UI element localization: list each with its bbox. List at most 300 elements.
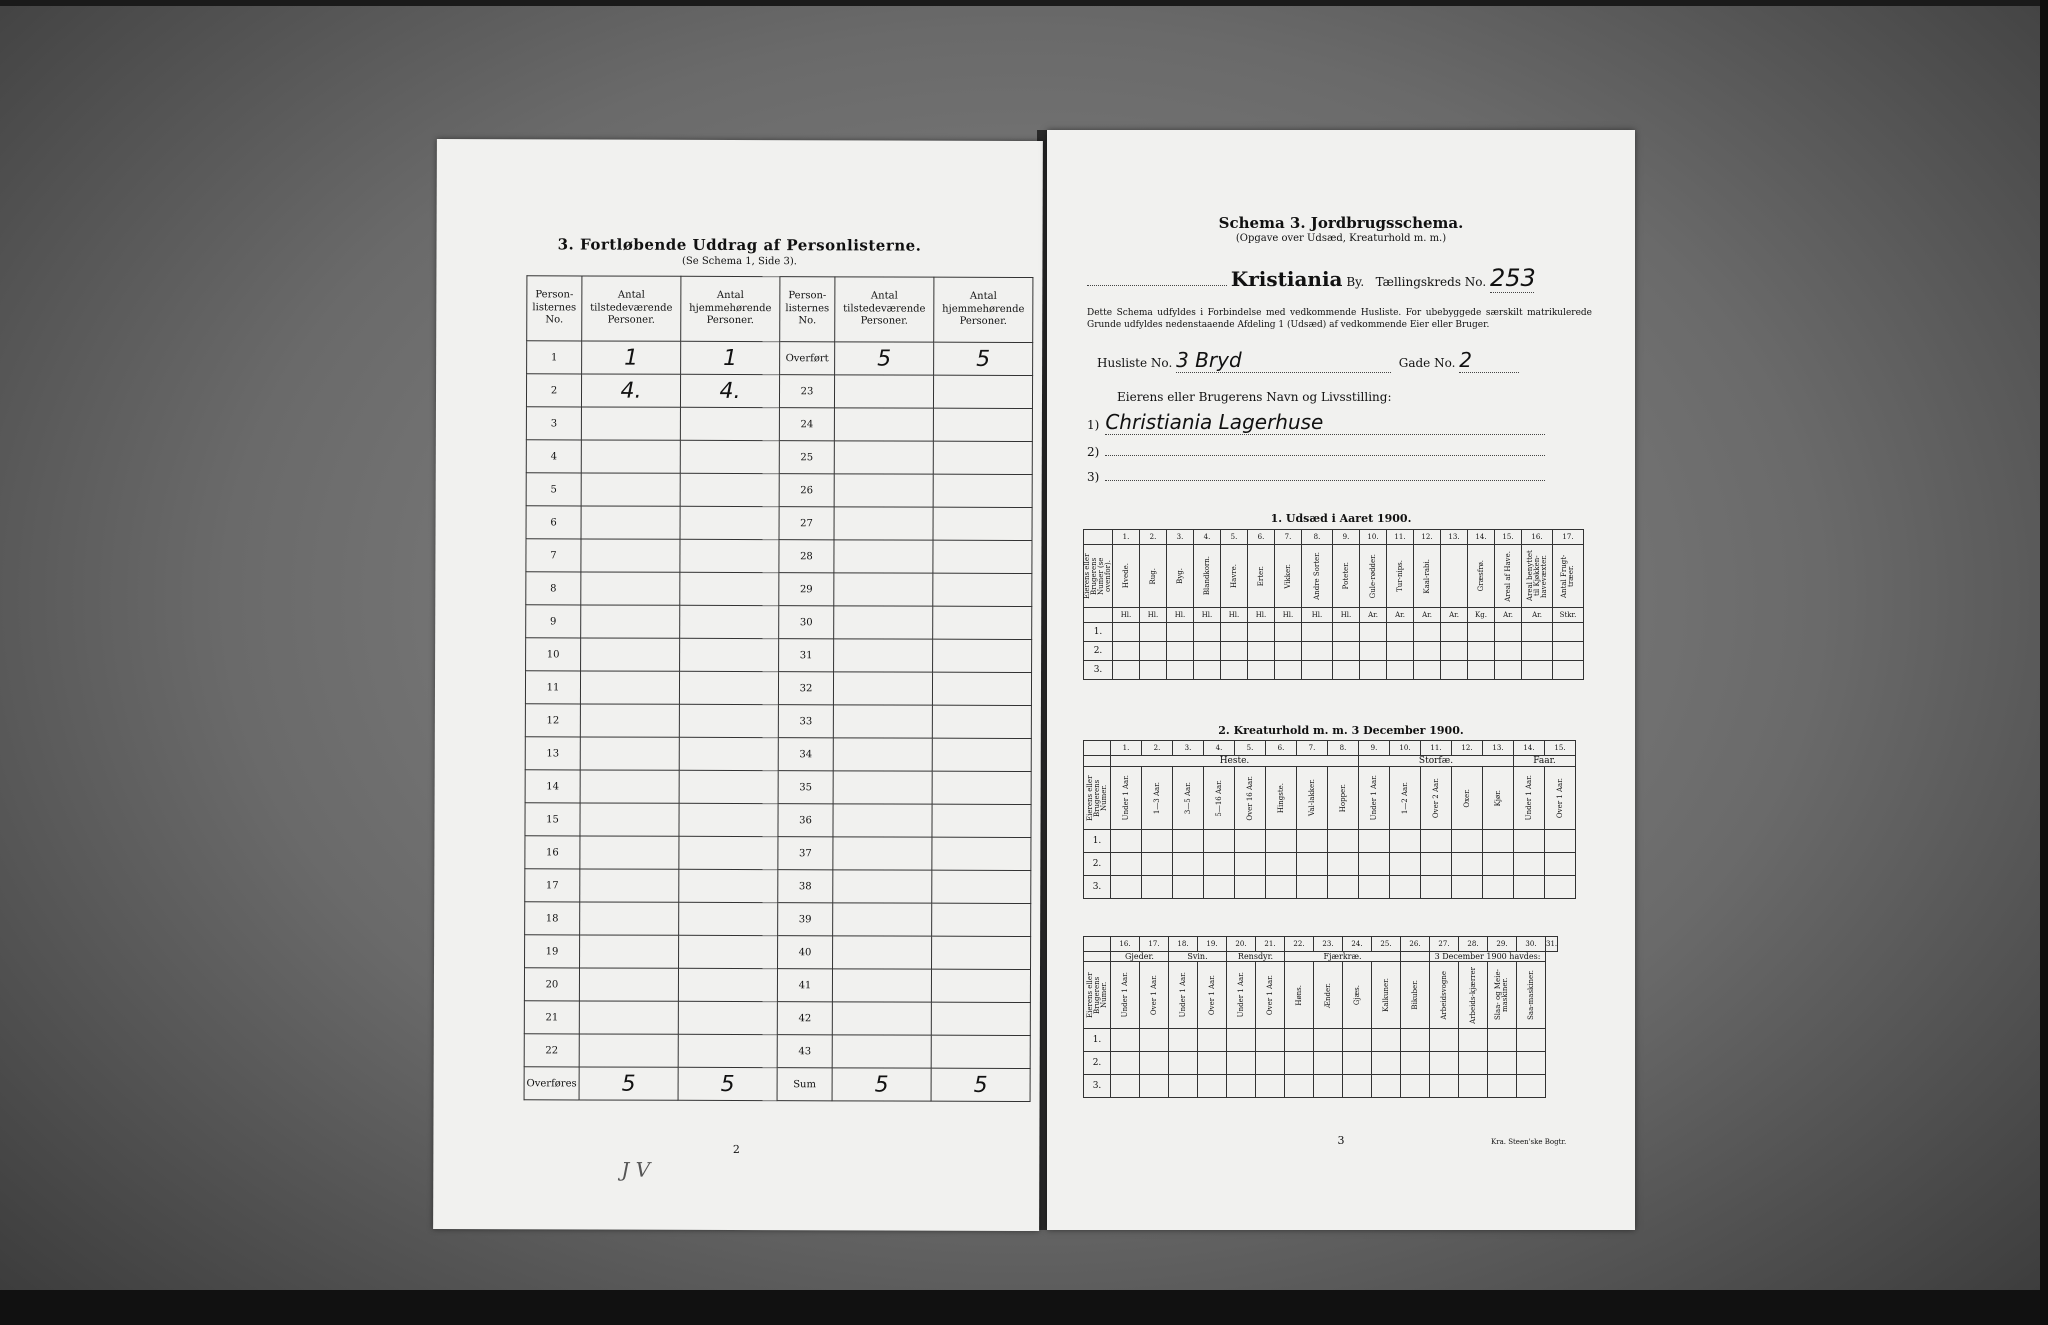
column-number: 25.	[1372, 937, 1401, 952]
district-value: 253	[1489, 264, 1536, 292]
table-cell: 25	[779, 441, 834, 474]
column-header-text: Under 1 Aar.	[1236, 972, 1245, 1018]
empty-cell	[1314, 1052, 1343, 1075]
table-cell: 30	[779, 606, 834, 639]
empty-cell	[1084, 952, 1111, 962]
column-header-text: Høns.	[1294, 984, 1303, 1006]
table-cell	[833, 870, 932, 903]
column-header-text: Kaal-rabi.	[1422, 558, 1431, 594]
empty-cell	[1142, 830, 1173, 853]
empty-cell	[1314, 1075, 1343, 1098]
empty-cell	[1421, 853, 1452, 876]
empty-cell	[1333, 642, 1360, 661]
column-number: 10.	[1390, 741, 1421, 756]
table-cell	[833, 936, 932, 969]
table-cell: 39	[778, 903, 833, 936]
sowing-table	[1083, 529, 1584, 680]
empty-cell	[1421, 830, 1452, 853]
empty-cell	[1401, 1029, 1430, 1052]
column-header	[1545, 767, 1576, 830]
film-edge-bottom	[0, 1290, 2048, 1325]
empty-cell	[1421, 876, 1452, 899]
empty-cell	[1372, 1052, 1401, 1075]
column-header	[1204, 767, 1235, 830]
table-cell	[932, 705, 1031, 738]
column-header	[1084, 545, 1113, 608]
table-cell: 4	[526, 440, 581, 473]
table-cell	[933, 441, 1032, 474]
column-header	[1314, 962, 1343, 1029]
column-number: 20.	[1227, 937, 1256, 952]
empty-cell	[1198, 1029, 1227, 1052]
table-cell: 31	[779, 639, 834, 672]
table-cell: 12	[525, 704, 580, 737]
gade-value: 2	[1459, 348, 1519, 373]
column-header	[1235, 767, 1266, 830]
empty-cell	[1459, 1029, 1488, 1052]
owner-row	[1087, 410, 1577, 435]
film-edge-right	[2040, 0, 2048, 1325]
column-header-text: Græsfrø.	[1476, 560, 1485, 592]
table-cell	[834, 507, 933, 540]
table-cell	[580, 935, 679, 968]
empty-cell	[1194, 642, 1221, 661]
column-header	[1360, 545, 1387, 608]
empty-cell	[1359, 876, 1390, 899]
column-number: 14.	[1514, 741, 1545, 756]
header-row	[1084, 545, 1584, 608]
column-header	[1359, 767, 1390, 830]
empty-cell	[1140, 642, 1167, 661]
unit-cell: Hl.	[1221, 608, 1248, 623]
table-row	[1084, 876, 1576, 899]
empty-cell	[1553, 623, 1584, 642]
table-row	[525, 770, 1031, 805]
table-cell: 5	[526, 473, 581, 506]
column-header	[1401, 962, 1430, 1029]
column-header-text: Under 1 Aar.	[1369, 775, 1378, 821]
column-header	[1514, 767, 1545, 830]
open-census-booklet	[425, 130, 1635, 1230]
column-header-text: Gule-rødder.	[1368, 553, 1377, 599]
column-header-text: Over 2 Aar.	[1431, 777, 1440, 819]
table-cell: 5	[931, 1068, 1030, 1101]
column-header-text: Under 1 Aar.	[1178, 972, 1187, 1018]
column-header-text: Erter.	[1256, 565, 1265, 587]
left-page-title: 3. Fortløbende Uddrag af Personlisterne.	[557, 235, 922, 255]
table-cell	[678, 1034, 777, 1067]
table-row	[524, 1034, 1030, 1069]
row-label: 2.	[1084, 642, 1113, 661]
table-cell: 1	[527, 341, 582, 374]
column-number-row	[1084, 937, 1558, 952]
empty-cell	[1227, 1052, 1256, 1075]
table-cell	[932, 672, 1031, 705]
table-cell	[678, 968, 777, 1001]
column-header	[1297, 767, 1328, 830]
corner-cell	[1084, 937, 1111, 952]
column-header-text: Hvede.	[1121, 563, 1130, 589]
column-header	[1333, 545, 1360, 608]
owner-row	[1087, 435, 1577, 459]
column-header	[1248, 545, 1275, 608]
table-cell	[833, 903, 932, 936]
column-header	[1430, 962, 1459, 1029]
empty-cell	[1553, 661, 1584, 680]
table-row	[526, 605, 1032, 640]
unit-cell: Ar.	[1441, 608, 1468, 623]
header-row	[1084, 962, 1558, 1029]
column-header	[1198, 962, 1227, 1029]
table-cell	[833, 705, 932, 738]
table-cell	[834, 441, 933, 474]
table-cell	[932, 903, 1031, 936]
table-cell	[679, 869, 778, 902]
empty-cell	[1430, 1029, 1459, 1052]
column-header-text: Blandkorn.	[1202, 556, 1211, 596]
column-header	[1169, 962, 1198, 1029]
table-cell	[832, 1002, 931, 1035]
empty-cell	[1297, 830, 1328, 853]
empty-cell	[1275, 623, 1302, 642]
table-cell	[679, 671, 778, 704]
empty-cell	[1441, 642, 1468, 661]
empty-cell	[1204, 876, 1235, 899]
column-header	[1140, 545, 1167, 608]
column-number: 30.	[1517, 937, 1546, 952]
group-header: Gjeder.	[1111, 952, 1169, 962]
table-cell	[579, 968, 678, 1001]
empty-cell	[1488, 1052, 1517, 1075]
table-row	[1084, 1052, 1558, 1075]
group-row	[1084, 952, 1558, 962]
column-header	[1167, 545, 1194, 608]
empty-cell	[1235, 876, 1266, 899]
empty-cell	[1390, 853, 1421, 876]
table-cell: 1	[582, 341, 681, 374]
empty-cell	[1167, 661, 1194, 680]
column-header-text: Ænder.	[1323, 982, 1332, 1008]
table-cell	[581, 407, 680, 440]
empty-cell	[1302, 642, 1333, 661]
column-number: 11.	[1387, 530, 1414, 545]
table-cell	[680, 473, 779, 506]
table-row	[525, 902, 1031, 937]
column-header-text: 3—5 Aar.	[1183, 781, 1192, 815]
unit-cell: Hl.	[1194, 608, 1221, 623]
table-cell	[932, 870, 1031, 903]
empty-cell	[1194, 623, 1221, 642]
table-cell	[832, 969, 931, 1002]
table-cell	[833, 771, 932, 804]
table-row	[525, 935, 1031, 970]
column-header-text: Kalkuner.	[1381, 978, 1390, 1012]
column-header	[1372, 962, 1401, 1029]
column-header-text: Hopper.	[1338, 783, 1347, 813]
empty-cell	[1248, 661, 1275, 680]
table-cell: 24	[779, 408, 834, 441]
empty-cell	[1221, 661, 1248, 680]
empty-cell	[1553, 642, 1584, 661]
table-row	[1084, 853, 1576, 876]
empty-cell	[1285, 1052, 1314, 1075]
table-row	[525, 737, 1031, 772]
corner-cell	[1084, 530, 1113, 545]
section2-title: 2. Kreaturhold m. m. 3 December 1900.	[1218, 724, 1464, 737]
empty-cell	[1495, 642, 1522, 661]
table-cell	[579, 1001, 678, 1034]
table-cell: 28	[779, 540, 834, 573]
column-header-text: Eierens eller Brugerens Numer.	[1085, 972, 1108, 1018]
unit-cell	[1084, 608, 1113, 623]
district-line	[1087, 264, 1597, 293]
column-header-text: Under 1 Aar.	[1524, 775, 1533, 821]
printer-imprint: Kra. Steen'ske Bogtr.	[1491, 1138, 1567, 1146]
table-cell	[580, 671, 679, 704]
table-cell: 29	[779, 573, 834, 606]
table-cell	[678, 1001, 777, 1034]
column-header	[1421, 767, 1452, 830]
table-cell	[931, 969, 1030, 1002]
table-row	[1084, 830, 1576, 853]
table-row	[524, 968, 1030, 1003]
table-cell: 16	[525, 836, 580, 869]
column-header-text: Andre Sorter.	[1312, 552, 1321, 600]
table-cell	[834, 540, 933, 573]
unit-cell: Stkr.	[1553, 608, 1584, 623]
table-cell: 35	[778, 771, 833, 804]
table-row	[525, 869, 1031, 904]
unit-cell: Hl.	[1302, 608, 1333, 623]
column-header-text: Antal Frugt-træer.	[1560, 554, 1575, 598]
column-header	[1111, 962, 1140, 1029]
column-header	[1275, 545, 1302, 608]
table-row	[526, 473, 1032, 508]
table-cell: 7	[526, 539, 581, 572]
empty-cell	[1111, 876, 1142, 899]
table-cell	[679, 836, 778, 869]
empty-cell	[1452, 853, 1483, 876]
table-cell: 5	[579, 1067, 678, 1100]
column-header: Antal tilstedeværende Personer.	[582, 276, 681, 341]
table-row	[526, 539, 1032, 574]
column-header	[1256, 962, 1285, 1029]
table-cell	[833, 738, 932, 771]
empty-cell	[1441, 623, 1468, 642]
table-cell	[834, 474, 933, 507]
unit-cell: Hl.	[1333, 608, 1360, 623]
empty-cell	[1401, 1052, 1430, 1075]
table-cell	[932, 837, 1031, 870]
table-cell: 13	[525, 737, 580, 770]
column-number: 31.	[1546, 937, 1558, 952]
table-cell	[834, 573, 933, 606]
empty-cell	[1372, 1075, 1401, 1098]
empty-cell	[1545, 830, 1576, 853]
empty-cell	[1204, 853, 1235, 876]
unit-cell: Hl.	[1248, 608, 1275, 623]
table-cell	[680, 407, 779, 440]
empty-cell	[1169, 1052, 1198, 1075]
livestock-table	[1083, 740, 1576, 899]
empty-cell	[1111, 1052, 1140, 1075]
empty-cell	[1198, 1075, 1227, 1098]
row-label: 3.	[1084, 1075, 1111, 1098]
table-cell: 27	[779, 507, 834, 540]
column-header-text: Saa-maskiner.	[1526, 970, 1535, 1020]
column-header-text: Poteter.	[1341, 562, 1350, 590]
empty-cell	[1314, 1029, 1343, 1052]
column-header	[1390, 767, 1421, 830]
empty-cell	[1328, 830, 1359, 853]
empty-cell	[1459, 1075, 1488, 1098]
table-row	[525, 704, 1031, 739]
column-number: 7.	[1275, 530, 1302, 545]
column-number: 11.	[1421, 741, 1452, 756]
empty-cell	[1142, 853, 1173, 876]
empty-cell	[1235, 830, 1266, 853]
table-row	[1084, 661, 1584, 680]
table-cell	[581, 539, 680, 572]
table-cell	[834, 639, 933, 672]
table-row	[526, 374, 1032, 409]
empty-cell	[1360, 623, 1387, 642]
empty-cell	[1084, 756, 1111, 767]
column-header	[1387, 545, 1414, 608]
column-header	[1173, 767, 1204, 830]
table-row	[1084, 623, 1584, 642]
column-header-text: Bikuber.	[1410, 980, 1419, 1010]
column-number: 3.	[1167, 530, 1194, 545]
column-number-row	[1084, 741, 1576, 756]
column-number: 16.	[1522, 530, 1553, 545]
table-row	[525, 836, 1031, 871]
city-name: Kristiania	[1230, 267, 1343, 291]
table-cell	[933, 375, 1032, 408]
empty-cell	[1256, 1075, 1285, 1098]
table-cell	[581, 605, 680, 638]
column-header	[1459, 962, 1488, 1029]
empty-cell	[1328, 876, 1359, 899]
empty-cell	[1522, 623, 1553, 642]
table-cell	[933, 507, 1032, 540]
owner-row	[1087, 460, 1577, 484]
empty-cell	[1514, 876, 1545, 899]
owner-row-label: 3)	[1087, 470, 1100, 484]
empty-cell	[1430, 1075, 1459, 1098]
table-cell	[679, 704, 778, 737]
empty-cell	[1173, 853, 1204, 876]
table-cell	[679, 902, 778, 935]
empty-cell	[1359, 853, 1390, 876]
column-header	[1517, 962, 1546, 1029]
empty-cell	[1285, 1029, 1314, 1052]
column-number: 12.	[1452, 741, 1483, 756]
table-cell	[933, 573, 1032, 606]
empty-cell	[1468, 642, 1495, 661]
column-number: 1.	[1113, 530, 1140, 545]
empty-cell	[1297, 876, 1328, 899]
column-number: 19.	[1198, 937, 1227, 952]
column-number: 1.	[1111, 741, 1142, 756]
column-header-text: Kjør.	[1493, 789, 1502, 807]
left-page-subtitle: (Se Schema 1, Side 3).	[681, 255, 797, 268]
column-header	[1483, 767, 1514, 830]
table-cell: 4.	[581, 374, 680, 407]
empty-cell	[1414, 642, 1441, 661]
husliste-label: Husliste No.	[1097, 356, 1173, 370]
group-header: Fjærkræ.	[1285, 952, 1401, 962]
table-cell: 5	[835, 342, 934, 375]
column-number: 15.	[1495, 530, 1522, 545]
table-cell	[834, 408, 933, 441]
table-cell: 40	[778, 936, 833, 969]
unit-cell: Ar.	[1360, 608, 1387, 623]
column-header-text: Over 1 Aar.	[1207, 974, 1216, 1016]
empty-cell	[1514, 853, 1545, 876]
group-header: 3 December 1900 havdes:	[1430, 952, 1546, 962]
unit-cell: Hl.	[1167, 608, 1194, 623]
table-cell	[581, 440, 680, 473]
table-cell: Sum	[777, 1068, 832, 1101]
table-cell	[933, 474, 1032, 507]
table-cell: 41	[777, 969, 832, 1002]
column-number: 22.	[1285, 937, 1314, 952]
empty-cell	[1387, 661, 1414, 680]
table-row	[526, 440, 1032, 475]
table-cell: 1	[681, 341, 780, 374]
table-cell	[680, 605, 779, 638]
column-number: 5.	[1221, 530, 1248, 545]
table-row	[526, 506, 1032, 541]
table-cell: 36	[778, 804, 833, 837]
table-cell: Overføres	[524, 1067, 579, 1100]
column-header-text: Tur-nips.	[1395, 560, 1404, 592]
person-list-header-row	[527, 276, 1033, 343]
table-cell	[832, 1035, 931, 1068]
table-cell	[933, 408, 1032, 441]
empty-cell	[1173, 830, 1204, 853]
table-row	[1084, 642, 1584, 661]
column-header-text: Hingste.	[1276, 782, 1285, 814]
empty-cell	[1359, 830, 1390, 853]
column-number: 16.	[1111, 937, 1140, 952]
right-page	[1047, 130, 1635, 1230]
table-cell	[580, 704, 679, 737]
empty-cell	[1414, 623, 1441, 642]
empty-cell	[1140, 623, 1167, 642]
table-cell: 15	[525, 803, 580, 836]
empty-cell	[1194, 661, 1221, 680]
column-header-text: Havre.	[1229, 564, 1238, 588]
table-cell: 14	[525, 770, 580, 803]
empty-cell	[1113, 642, 1140, 661]
column-header-text: Arbeidsvogne	[1439, 970, 1448, 1020]
column-number: 29.	[1488, 937, 1517, 952]
table-cell	[833, 804, 932, 837]
table-cell: 3	[526, 407, 581, 440]
table-cell: 17	[525, 869, 580, 902]
column-number: 23.	[1314, 937, 1343, 952]
table-cell: 43	[777, 1035, 832, 1068]
table-cell: 32	[778, 672, 833, 705]
column-header: Antal hjemmehørende Personer.	[934, 277, 1033, 342]
column-header	[1343, 962, 1372, 1029]
group-header: Svin.	[1169, 952, 1227, 962]
row-label: 3.	[1084, 876, 1111, 899]
column-number-row	[1084, 530, 1584, 545]
table-cell: 5	[678, 1067, 777, 1100]
